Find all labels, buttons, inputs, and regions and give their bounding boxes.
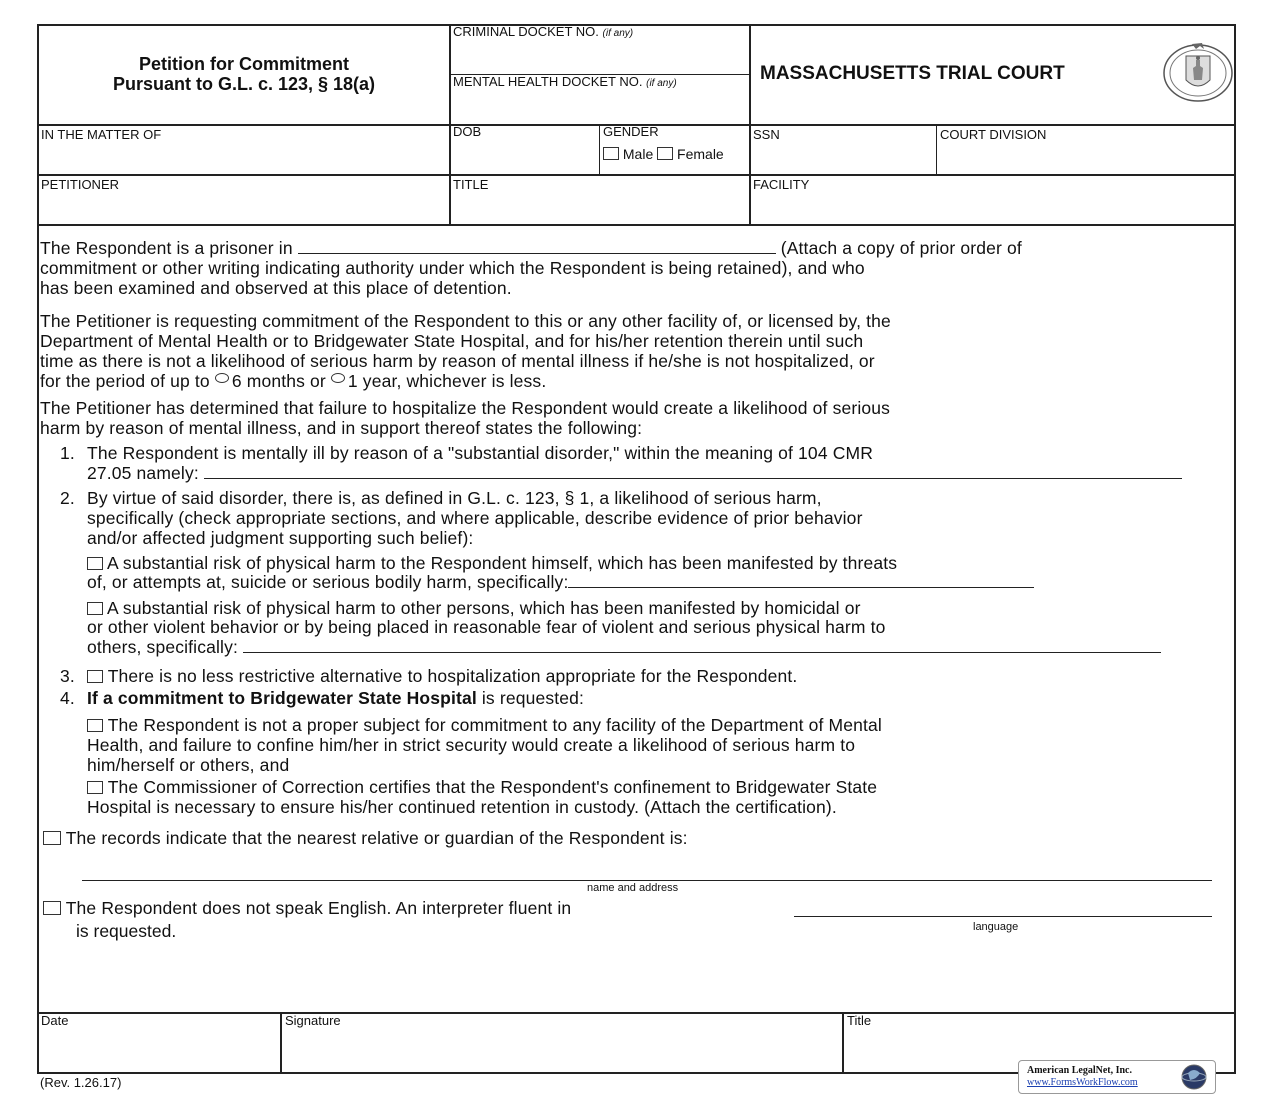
globe-icon	[1177, 1063, 1211, 1091]
item-1-line-2: 27.05 namely:	[87, 463, 1182, 483]
vendor-url[interactable]: www.FormsWorkFlow.com	[1027, 1077, 1138, 1088]
item-2b-line-1: A substantial risk of physical harm to other persons, which has been manifested by homicidal or	[87, 598, 861, 618]
item-2a-line-1: A substantial risk of physical harm to the Respondent himself, which has been manifested by threats	[87, 553, 897, 573]
self-harm-checkbox[interactable]	[87, 557, 103, 570]
request-line-4: for the period of up to 6 months or 1 year, whichever is less.	[40, 371, 547, 391]
harm-others-checkbox[interactable]	[87, 602, 103, 615]
item-4a-line-3: him/herself or others, and	[87, 755, 290, 775]
relative-checkbox[interactable]	[43, 831, 61, 845]
relative-line: The records indicate that the nearest relative or guardian of the Respondent is:	[43, 828, 688, 848]
signature-title-label: Title	[847, 1013, 872, 1028]
six-months-radio[interactable]	[215, 373, 229, 383]
date-label: Date	[41, 1013, 69, 1028]
item-1-line-1: The Respondent is mentally ill by reason of a "substantial disorder," within the meaning of 104 CMR	[87, 443, 874, 463]
prisoner-line-3: has been examined and observed at this place of detention.	[40, 278, 512, 298]
col-divider	[280, 1012, 282, 1074]
male-checkbox[interactable]	[603, 147, 619, 160]
item-2-line-3: and/or affected judgment supporting such belief):	[87, 528, 474, 548]
item-2b-line-3: others, specifically:	[87, 637, 1161, 657]
item-4b-line-2: Hospital is necessary to ensure his/her continued retention in custody. (Attach the certification).	[87, 797, 837, 817]
item-2-line-2: specifically (check appropriate sections, and where applicable, describe evidence of prior behavior	[87, 508, 863, 528]
language-caption: language	[973, 921, 1019, 933]
form-title	[40, 54, 448, 94]
col-divider	[936, 124, 937, 175]
item-4a-line-1: The Respondent is not a proper subject for commitment to any facility of the Department of Mental	[87, 715, 882, 735]
item-2-line-1: By virtue of said disorder, there is, as defined in G.L. c. 123, § 1, a likelihood of serious harm,	[87, 488, 822, 508]
vendor-name: American LegalNet, Inc.	[1027, 1065, 1132, 1076]
signature-label: Signature	[285, 1013, 341, 1028]
massachusetts-seal-icon	[1162, 40, 1234, 102]
item-2a-line-2: of, or attempts at, suicide or serious bodily harm, specifically:	[87, 572, 1034, 592]
col-divider	[842, 1012, 844, 1074]
request-line-3: time as there is not a likelihood of serious harm by reason of mental illness if he/she is not hospitalized, or	[40, 351, 875, 371]
item-3-line: There is no less restrictive alternative to hospitalization appropriate for the Respondent.	[87, 666, 797, 686]
mh-docket-label: MENTAL HEALTH DOCKET NO. (if any)	[453, 74, 677, 89]
title-label: TITLE	[453, 177, 489, 192]
col-divider	[449, 24, 451, 225]
name-address-field[interactable]	[82, 880, 1212, 881]
gender-label: GENDER	[603, 124, 659, 139]
facility-label: FACILITY	[753, 177, 810, 192]
prisoner-line: The Respondent is a prisoner in (Attach a copy of prior order of	[40, 238, 1022, 258]
item-4-line: If a commitment to Bridgewater State Hospital is requested:	[87, 688, 585, 708]
no-alternative-checkbox[interactable]	[87, 670, 103, 683]
name-address-caption: name and address	[587, 882, 679, 894]
language-field[interactable]	[794, 916, 1212, 917]
not-proper-subject-checkbox[interactable]	[87, 719, 103, 732]
item-4-number: 4.	[60, 688, 75, 708]
item-2-number: 2.	[60, 488, 75, 508]
row-divider	[37, 224, 1236, 226]
disorder-field[interactable]	[204, 478, 1182, 479]
item-3-number: 3.	[60, 666, 75, 686]
title-line-2: Pursuant to G.L. c. 123, § 18(a)	[112, 74, 376, 94]
one-year-radio[interactable]	[331, 373, 345, 383]
determination-line-2: harm by reason of mental illness, and in support thereof states the following:	[40, 418, 643, 438]
item-1-number: 1.	[60, 443, 75, 463]
matter-of-label: IN THE MATTER OF	[41, 127, 162, 142]
harm-others-field[interactable]	[243, 652, 1161, 653]
item-4a-line-2: Health, and failure to confine him/her in strict security would create a likelihood of serious harm to	[87, 735, 856, 755]
male-label: Male	[622, 146, 654, 162]
row-divider	[37, 174, 1236, 176]
dob-label: DOB	[453, 124, 482, 139]
request-line-2: Department of Mental Health or to Bridgewater State Hospital, and for his/her retention therein until such	[40, 331, 864, 351]
language-line-2: is requested.	[76, 921, 177, 941]
gender-options	[603, 147, 724, 161]
self-harm-field[interactable]	[568, 587, 1034, 588]
interpreter-checkbox[interactable]	[43, 901, 61, 915]
title-line-1: Petition for Commitment	[139, 54, 349, 74]
language-line: The Respondent does not speak English. An interpreter fluent in	[43, 898, 571, 918]
prison-name-field[interactable]	[298, 253, 776, 254]
item-4b-line-1: The Commissioner of Correction certifies that the Respondent's confinement to Bridgewater State	[87, 777, 877, 797]
request-line-1: The Petitioner is requesting commitment of the Respondent to this or any other facility of, or licensed by, the	[40, 311, 891, 331]
revision-note: (Rev. 1.26.17)	[40, 1075, 122, 1090]
prisoner-line-2: commitment or other writing indicating authority under which the Respondent is being retained), and who	[40, 258, 865, 278]
criminal-docket-label: CRIMINAL DOCKET NO. (if any)	[453, 24, 634, 39]
item-2b-line-2: or other violent behavior or by being placed in reasonable fear of violent and serious physical harm to	[87, 617, 886, 637]
female-label: Female	[677, 146, 724, 162]
ssn-label: SSN	[753, 127, 780, 142]
commissioner-checkbox[interactable]	[87, 781, 103, 794]
vendor-badge	[1018, 1060, 1216, 1094]
court-name: MASSACHUSETTS TRIAL COURT	[760, 63, 1065, 84]
col-divider	[599, 124, 600, 175]
petitioner-label: PETITIONER	[41, 177, 120, 192]
female-checkbox[interactable]	[657, 147, 673, 160]
signature-divider	[37, 1012, 1236, 1014]
col-divider	[749, 24, 751, 225]
determination-line-1: The Petitioner has determined that failure to hospitalize the Respondent would create a likelihood of serious	[40, 398, 891, 418]
court-division-label: COURT DIVISION	[940, 127, 1047, 142]
